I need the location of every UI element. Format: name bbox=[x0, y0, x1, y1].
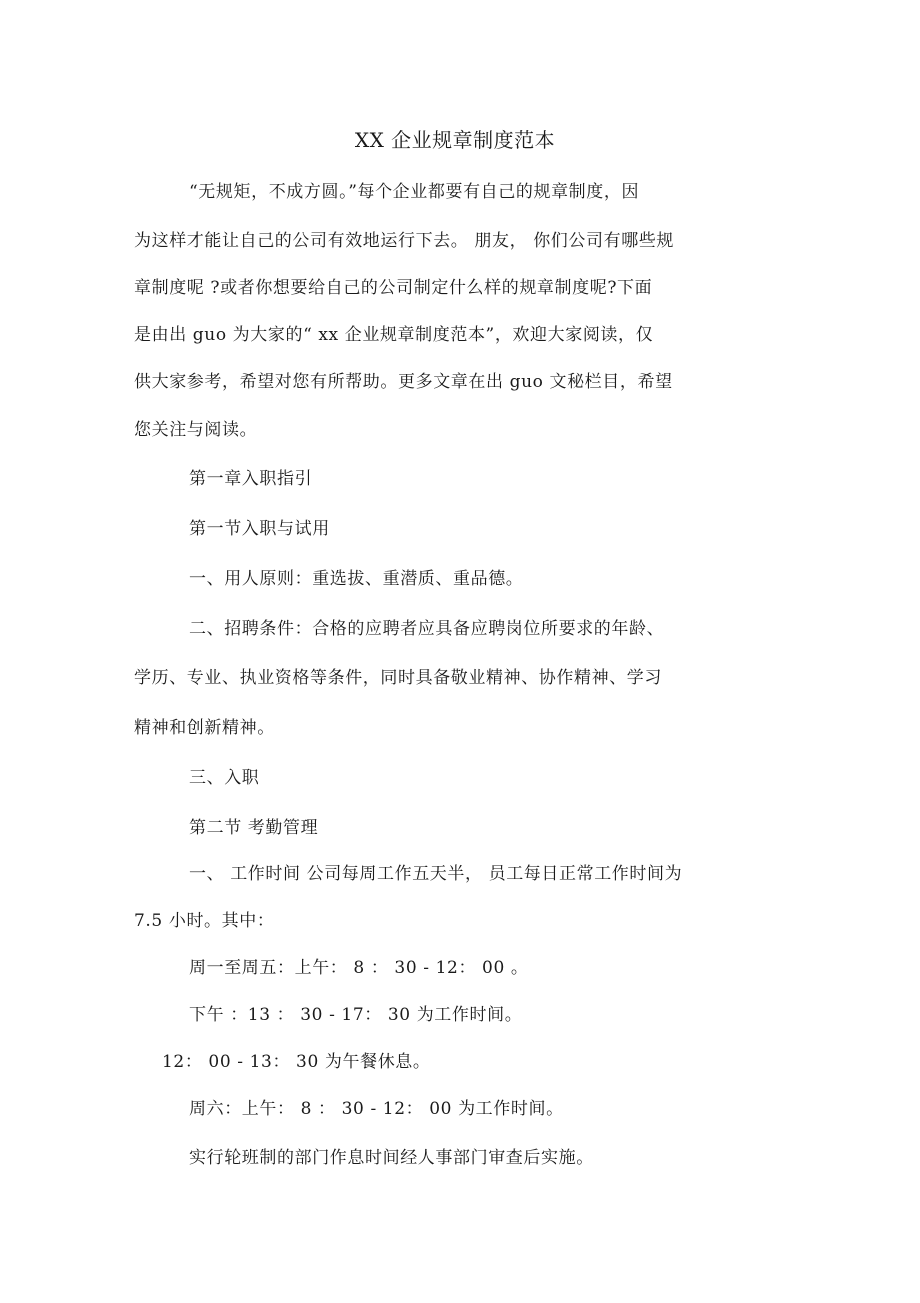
item-onboarding: 三、入职 bbox=[189, 768, 260, 788]
schedule-afternoon: 下午 ：13 ： 30 - 17： 30 为工作时间。 bbox=[189, 1005, 523, 1025]
item-recruit-line-3: 精神和创新精神。 bbox=[134, 718, 275, 738]
item-recruit-line-1: 二、招聘条件：合格的应聘者应具备应聘岗位所要求的年龄、 bbox=[189, 619, 665, 639]
intro-line-3: 章制度呢 ?或者你想要给自己的公司制定什么样的规章制度呢?下面 bbox=[134, 278, 653, 298]
intro-line-5: 供大家参考，希望对您有所帮助。更多文章在出 guo 文秘栏目，希望 bbox=[134, 372, 673, 392]
intro-line-2: 为这样才能让自己的公司有效地运行下去。 朋友， 你们公司有哪些规 bbox=[134, 231, 675, 251]
intro-line-1: “无规矩，不成方圆。”每个企业都要有自己的规章制度，因 bbox=[189, 182, 640, 202]
section-heading-2: 第二节 考勤管理 bbox=[189, 818, 319, 838]
intro-line-4: 是由出 guo 为大家的“ xx 企业规章制度范本”，欢迎大家阅读，仅 bbox=[134, 325, 654, 345]
shift-note: 实行轮班制的部门作息时间经人事部门审查后实施。 bbox=[189, 1148, 594, 1168]
section-heading-1: 第一节入职与试用 bbox=[189, 519, 330, 539]
item-hiring-principle: 一、用人原则：重选拔、重潜质、重品德。 bbox=[189, 569, 524, 589]
schedule-weekday: 周一至周五：上午： 8 ： 30 - 12： 00 。 bbox=[189, 958, 529, 978]
document-title: XX 企业规章制度范本 bbox=[354, 128, 556, 152]
intro-line-6: 您关注与阅读。 bbox=[134, 420, 258, 440]
work-time-line-2: 7.5 小时。其中： bbox=[134, 911, 275, 931]
schedule-lunch: 12： 00 - 13： 30 为午餐休息。 bbox=[162, 1052, 431, 1072]
item-recruit-line-2: 学历、专业、执业资格等条件，同时具备敬业精神、协作精神、学习 bbox=[134, 668, 662, 688]
chapter-heading: 第一章入职指引 bbox=[189, 469, 313, 489]
schedule-saturday: 周六：上午： 8 ： 30 - 12： 00 为工作时间。 bbox=[189, 1099, 564, 1119]
work-time-line-1: 一、 工作时间 公司每周工作五天半， 员工每日正常工作时间为 bbox=[189, 864, 683, 884]
